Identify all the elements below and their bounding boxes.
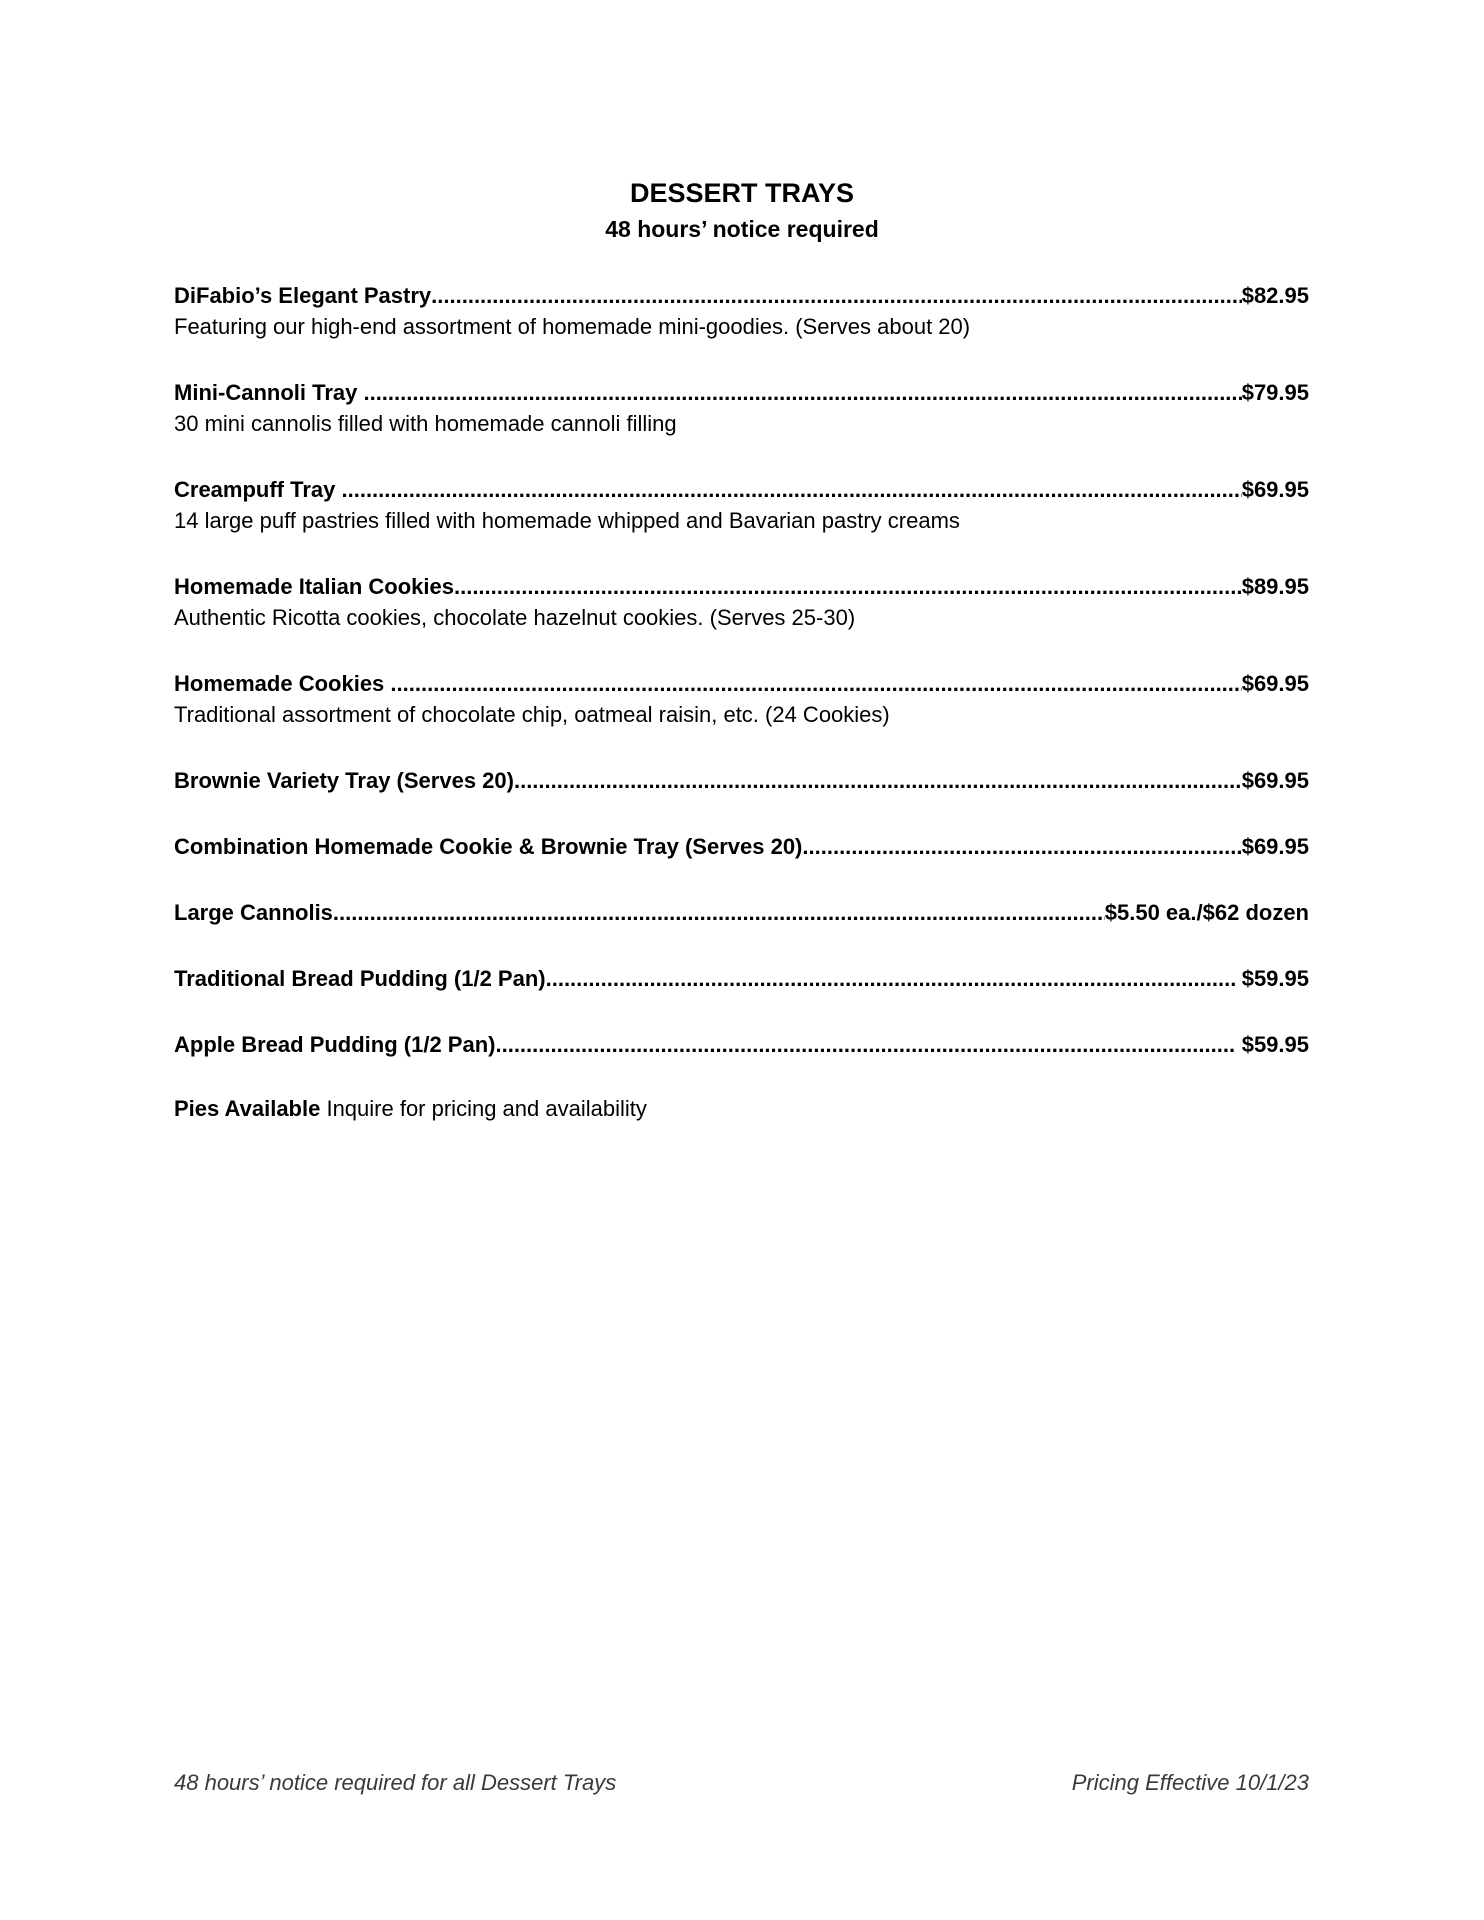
menu-item-cookie-brownie-tray <box>174 831 1309 862</box>
page-subtitle: 48 hours’ notice required <box>605 216 879 242</box>
dot-leader <box>495 1029 1235 1060</box>
menu-item-price: $79.95 <box>1241 380 1309 405</box>
menu-item-name: Homemade Cookies <box>174 671 391 696</box>
menu-item-line <box>174 1029 1309 1060</box>
dot-leader <box>390 668 1241 699</box>
menu-item-italian-cookies <box>174 571 1309 633</box>
menu-item-line <box>174 765 1309 796</box>
pies-text: Inquire for pricing and availability <box>320 1096 647 1121</box>
menu-item-price: $69.95 <box>1241 834 1309 859</box>
dot-leader <box>342 474 1242 505</box>
menu-item-line <box>174 280 1309 311</box>
menu-item-apple-bread-pudding <box>174 1029 1309 1060</box>
menu-item-description: Featuring our high-end assortment of homemade mini-goodies. (Serves about 20) <box>174 314 971 339</box>
menu-item-elegant-pastry <box>174 280 1309 342</box>
menu-item-line <box>174 668 1309 699</box>
menu-item-name: Creampuff Tray <box>174 477 342 502</box>
menu-item-name: DiFabio’s Elegant Pastry <box>174 283 432 308</box>
menu-item-name: Traditional Bread Pudding (1/2 Pan) <box>174 966 546 991</box>
menu-header <box>0 174 1484 244</box>
menu-item-name: Large Cannolis <box>174 900 333 925</box>
menu-item-line <box>174 571 1309 602</box>
menu-item-price: $69.95 <box>1241 671 1309 696</box>
menu-item-name: Mini-Cannoli Tray <box>174 380 364 405</box>
menu-item-large-cannolis <box>174 897 1309 928</box>
menu-item-line <box>174 377 1309 408</box>
menu-list <box>174 280 1309 1124</box>
menu-item-line <box>174 897 1309 928</box>
pies-label: Pies Available <box>174 1096 321 1121</box>
menu-item-description: 30 mini cannolis filled with homemade cannoli filling <box>174 411 677 436</box>
menu-item-price: $59.95 <box>1235 966 1309 991</box>
menu-item-line <box>174 831 1309 862</box>
menu-item-line <box>174 474 1309 505</box>
footer-pricing-date: Pricing Effective 10/1/23 <box>1071 1770 1309 1795</box>
menu-item-price: $69.95 <box>1241 477 1309 502</box>
footer-notice: 48 hours’ notice required for all Dessert Trays <box>174 1770 617 1795</box>
menu-item-description: Traditional assortment of chocolate chip, oatmeal raisin, etc. (24 Cookies) <box>174 702 890 727</box>
menu-item-line <box>174 963 1309 994</box>
page-title: DESSERT TRAYS <box>629 178 855 208</box>
pies-note <box>174 1093 1309 1124</box>
dot-leader <box>363 377 1241 408</box>
dot-leader <box>454 571 1242 602</box>
menu-item-name: Brownie Variety Tray (Serves 20) <box>174 768 514 793</box>
page-footer <box>174 1768 1309 1798</box>
menu-item-name: Combination Homemade Cookie & Brownie Tray (Serves 20) <box>174 834 803 859</box>
menu-item-homemade-cookies <box>174 668 1309 730</box>
dot-leader <box>431 280 1242 311</box>
menu-item-description: 14 large puff pastries filled with homemade whipped and Bavarian pastry creams <box>174 508 960 533</box>
menu-item-description: Authentic Ricotta cookies, chocolate hazelnut cookies. (Serves 25-30) <box>174 605 856 630</box>
dot-leader <box>333 897 1105 928</box>
menu-item-price: $59.95 <box>1235 1032 1309 1057</box>
dot-leader <box>802 831 1241 862</box>
menu-item-name: Homemade Italian Cookies <box>174 574 454 599</box>
dot-leader <box>546 963 1236 994</box>
menu-item-price: $89.95 <box>1241 574 1309 599</box>
menu-item-creampuff-tray <box>174 474 1309 536</box>
menu-item-name: Apple Bread Pudding (1/2 Pan) <box>174 1032 496 1057</box>
menu-item-mini-cannoli-tray <box>174 377 1309 439</box>
menu-item-brownie-variety-tray <box>174 765 1309 796</box>
dot-leader <box>514 765 1242 796</box>
menu-item-price: $82.95 <box>1241 283 1309 308</box>
menu-item-price: $69.95 <box>1241 768 1309 793</box>
menu-item-price: $5.50 ea./$62 dozen <box>1104 900 1309 925</box>
menu-item-traditional-bread-pudding <box>174 963 1309 994</box>
